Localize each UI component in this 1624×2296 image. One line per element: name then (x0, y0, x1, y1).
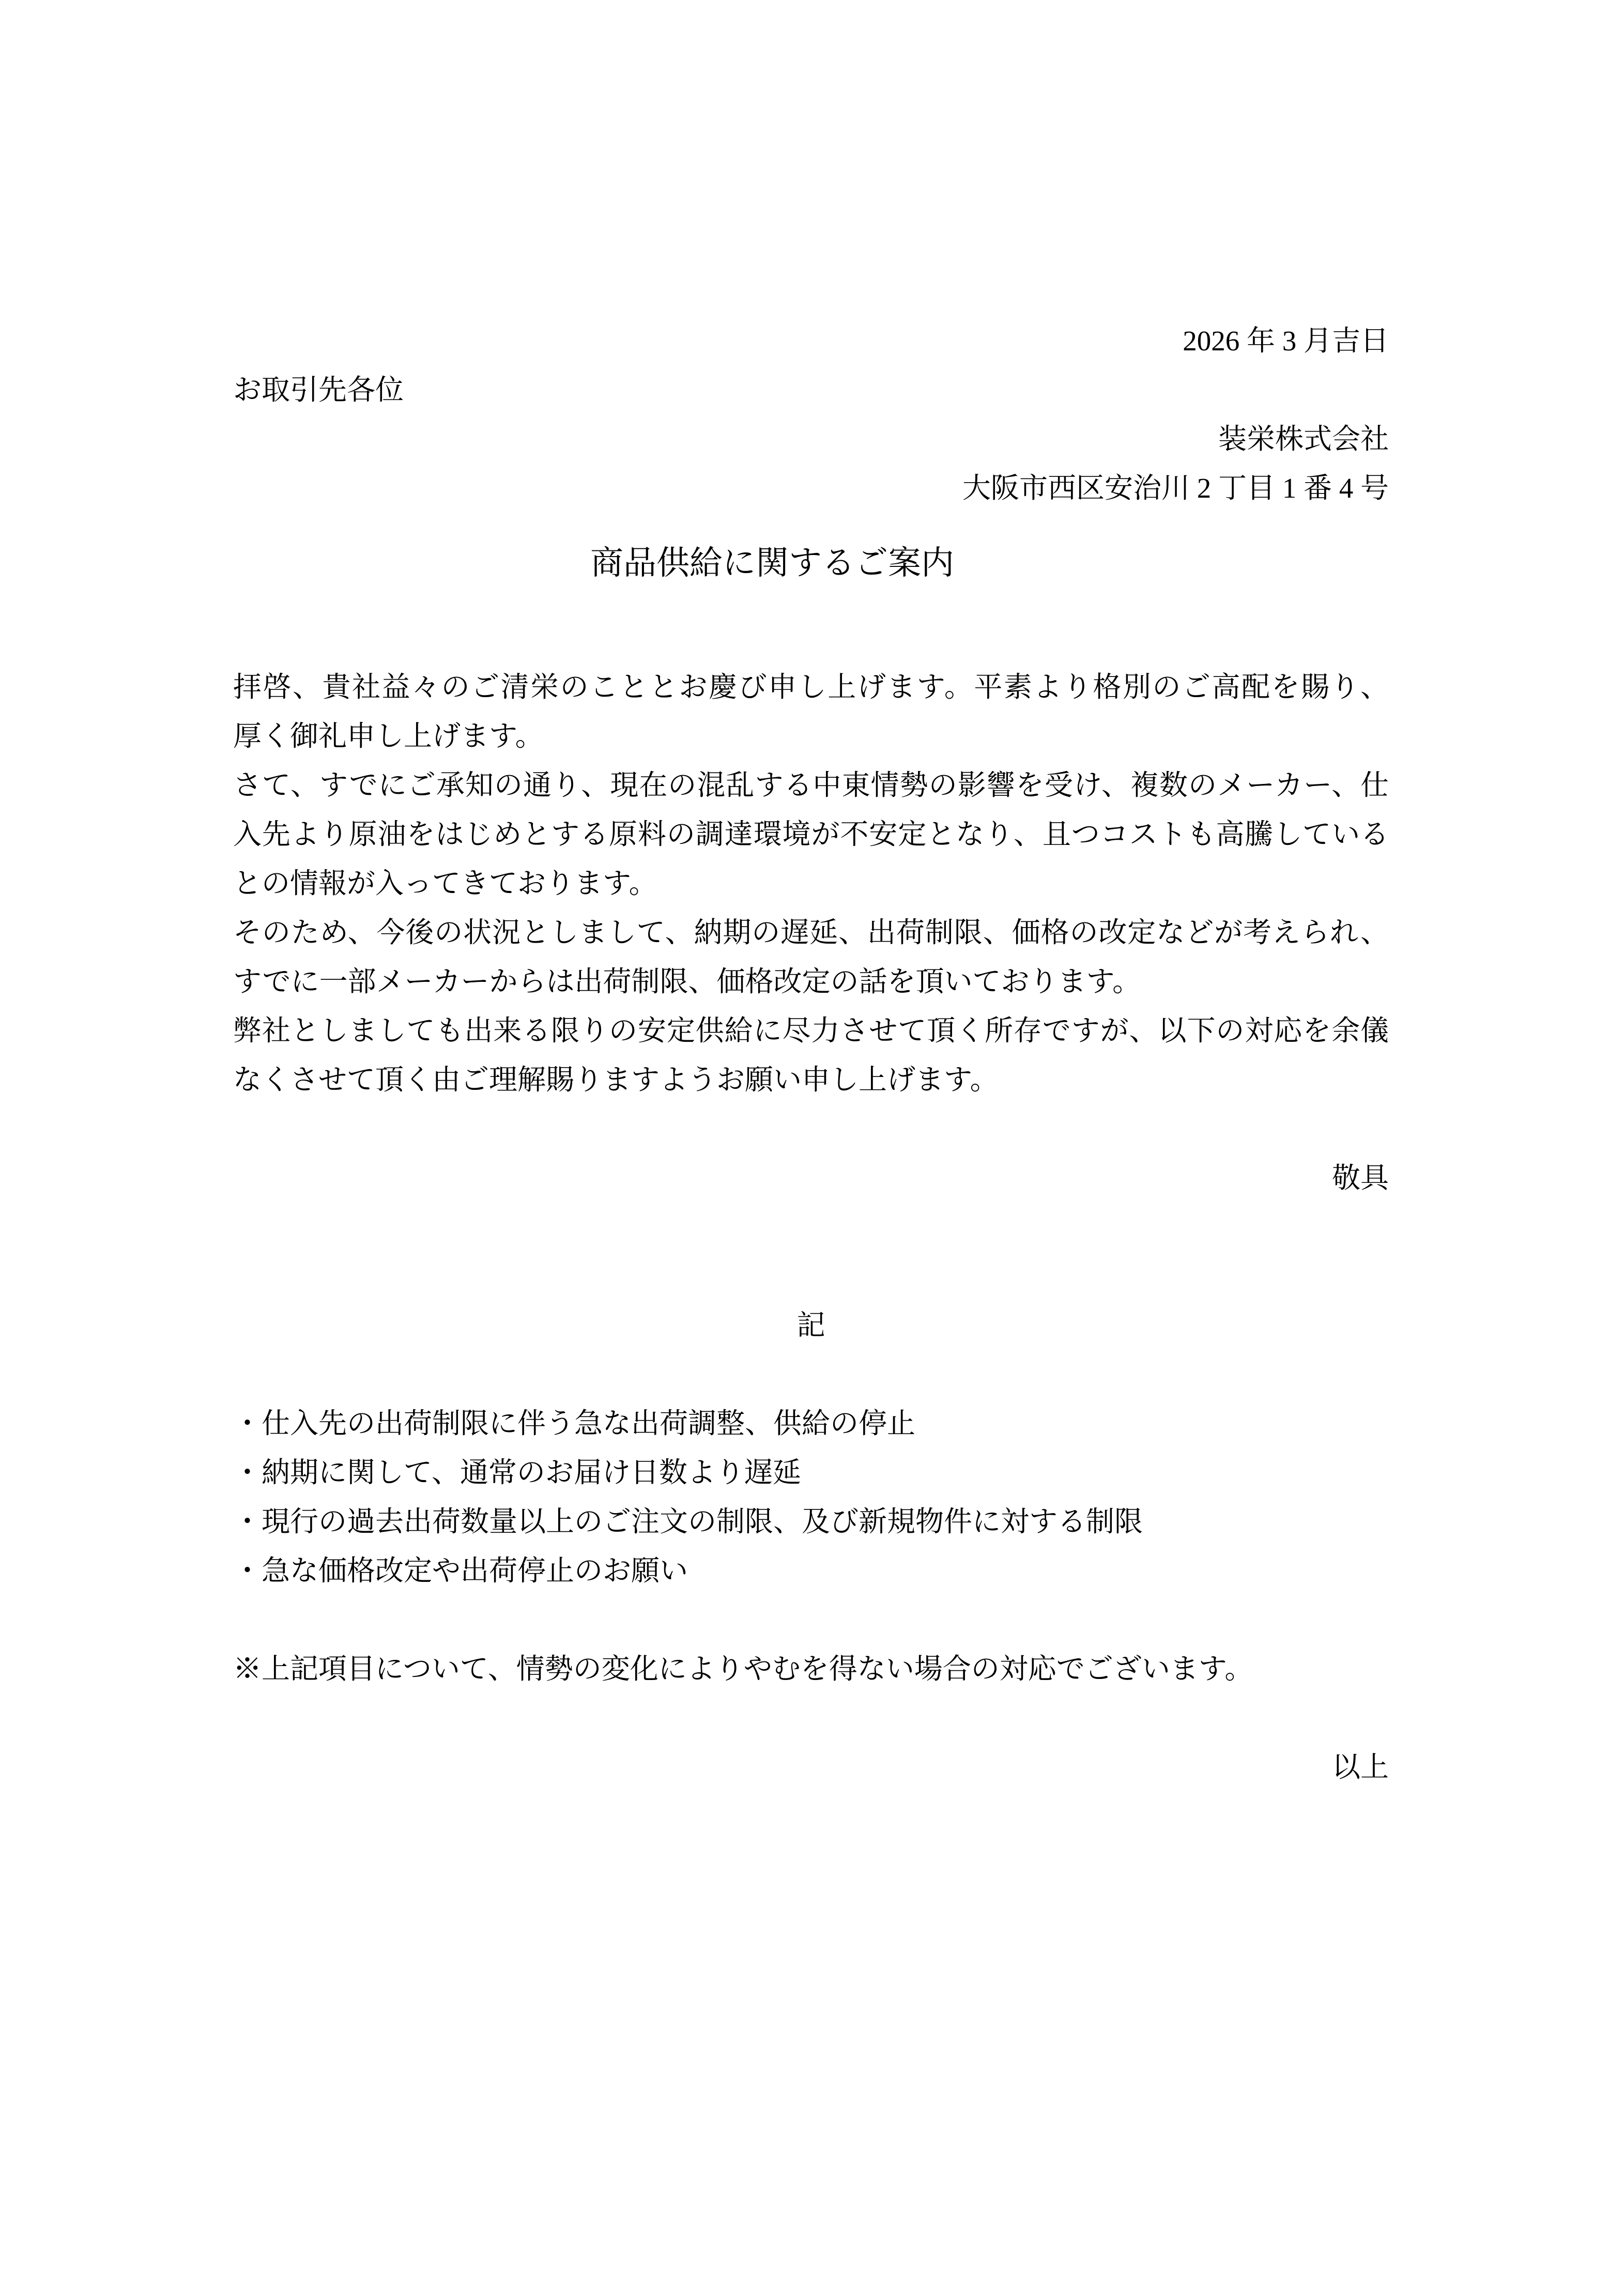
body-line: 拝啓、貴社益々のご清栄のこととお慶び申し上げます。平素より格別のご高配を賜り、 (233, 671, 1389, 703)
list-item: ・急な価格改定や出荷停止のお願い (233, 1555, 688, 1586)
closing-keigu: 敬具 (1331, 1162, 1389, 1194)
item-list (233, 1399, 1389, 1595)
end-marker: 以上 (1331, 1751, 1389, 1783)
letter-body (233, 662, 1389, 1104)
list-item: ・現行の過去出荷数量以上のご注文の制限、及び新規物件に対する制限 (233, 1506, 1143, 1537)
body-line: なくさせて頂く由ご理解賜りますようお願い申し上げます。 (233, 1064, 999, 1096)
letter-date: 2026 年 3 月吉日 (1183, 325, 1389, 357)
body-line: との情報が入ってきております。 (233, 868, 657, 899)
body-line: そのため、今後の状況としまして、納期の遅延、出荷制限、価格の改定などが考えられ、 (233, 917, 1389, 948)
list-item: ・納期に関して、通常のお届け日数より遅延 (233, 1457, 801, 1488)
note-line: ※上記項目について、情勢の変化によりやむを得ない場合の対応でございます。 (233, 1653, 1253, 1685)
list-item: ・仕入先の出荷制限に伴う急な出荷調整、供給の停止 (233, 1408, 916, 1439)
sender-address: 大阪市西区安治川 2 丁目 1 番 4 号 (962, 472, 1389, 504)
body-line: 厚く御礼申し上げます。 (233, 720, 544, 752)
letter-title: 商品供給に関するご案内 (590, 545, 954, 581)
record-marker: 記 (796, 1309, 825, 1341)
body-line: 弊社としましても出来る限りの安定供給に尽力させて頂く所存ですが、以下の対応を余儀 (233, 1015, 1389, 1046)
body-line: すでに一部メーカーからは出荷制限、価格改定の話を頂いております。 (233, 966, 1141, 997)
body-line: さて、すでにご承知の通り、現在の混乱する中東情勢の影響を受け、複数のメーカー、仕 (233, 769, 1389, 801)
body-line: 入先より原油をはじめとする原料の調達環境が不安定となり、且つコストも高騰している (233, 819, 1389, 850)
letter-content (233, 0, 1389, 1792)
sender-company: 装栄株式会社 (1218, 423, 1389, 455)
recipient: お取引先各位 (233, 374, 404, 406)
